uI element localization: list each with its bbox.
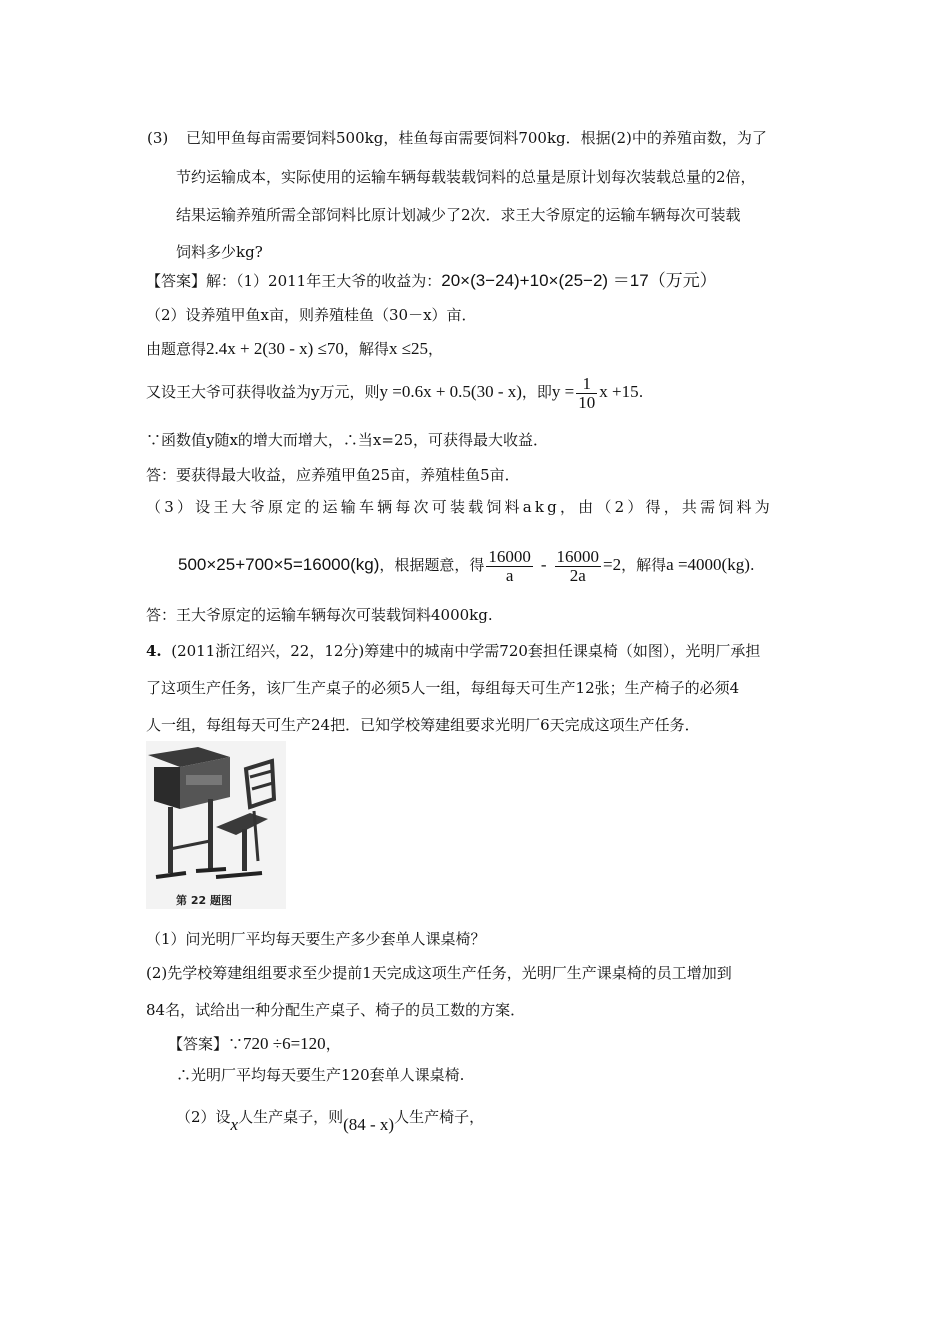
answer3-line8-eq: =2 [603,555,622,574]
fraction-denominator: 10 [578,392,596,412]
fraction-numerator: 16000 [488,546,531,566]
fraction-denominator: 2a [569,565,586,585]
answer4-line1-expr: 720 ÷6=120 [243,1034,326,1053]
answer3-line4-y: y = [551,382,575,401]
answer4-line3-var: x [230,1115,239,1134]
answer3-line4-tail: x +15 [599,382,639,401]
answer4-line1 [168,1034,341,1054]
question4-sub1: （1）问光明厂平均每天要生产多少套单人课桌椅？ [146,930,486,948]
answer4-line2: ∴光明厂平均每天要生产120套单人课桌椅. [176,1066,465,1084]
question4-line2: 了这项生产任务，该厂生产桌子的必须5人一组，每组每天可生产12张；生产椅子的必须4 [146,679,740,697]
figure-caption: 第 22 题图 [176,894,232,907]
answer3-line3-mid: ，解得 [343,340,389,358]
answer3-line1-expr: 20×(3−24)+10×(25−2) ＝17（万元） [441,271,717,290]
fraction-numerator: 16000 [556,546,600,566]
question4-number: 4. [146,642,162,660]
answer3-line8-expr: 500×25+700×5=16000(kg) [178,555,380,574]
answer3-line3-expr2: x ≤25 [388,339,429,358]
fraction-denominator: a [505,565,514,585]
answer3-line4-expr: y =0.6x + 0.5(30 - x) [379,382,522,401]
answer4-line3 [176,1102,484,1140]
answer3-line2: （2）设养殖甲鱼x亩，则养殖桂鱼（30－x）亩． [146,306,477,324]
fraction-numerator: 1 [576,375,597,394]
answer3-line8-fraction2 [555,548,602,585]
answer3-line8-fraction1 [486,548,533,585]
answer4-line3-mid: 人生产桌子，则 [238,1108,344,1126]
answer3-line8 [178,543,755,587]
answer3-line3-expr: 2.4x + 2(30 - x) ≤70 [206,339,344,358]
answer3-line9: 答：王大爷原定的运输车辆每次可装载饲料4000kg. [146,606,493,624]
answer3-line1-text: 【答案】解：（1）2011年王大爷的收益为： [146,272,442,290]
answer3-line4-text: 又设王大爷可获得收益为y万元，则 [146,383,380,401]
answer3-line8-minus: - [540,555,547,574]
answer3-line3-end: ， [428,340,444,358]
answer3-line6: 答：要获得最大收益，应养殖甲鱼25亩，养殖桂鱼5亩． [146,466,520,484]
question4-sub2-line2: 84名，试给出一种分配生产桌子、椅子的员工数的方案． [146,1001,526,1019]
answer4-line3-text: （2）设 [176,1108,231,1126]
part3-line3: 结果运输养殖所需全部饲料比原计划减少了2次．求王大爷原定的运输车辆每次可装载 [176,206,741,224]
answer3-line4-mid: ，即 [521,383,552,401]
answer3-line8-expr2: a =4000(kg) [666,555,750,574]
answer3-line5: ∵函数值y随x的增大而增大，∴当x=25，可获得最大收益． [146,431,549,449]
answer4-line3-expr: (84 - x) [343,1115,395,1134]
answer3-line1 [146,271,717,291]
answer3-line8-end: . [749,556,755,574]
answer4-line1-text: 【答案】∵ [168,1035,244,1053]
answer4-line1-end: ， [325,1035,341,1053]
answer4-line3-end: 人生产椅子， [394,1108,485,1126]
part3-label: (3) [147,129,169,147]
answer3-line3 [146,339,443,359]
part3-line4: 饲料多少kg? [176,243,263,261]
answer3-line8-text: ，根据题意，得 [379,556,485,574]
desk-chair-illustration [146,741,286,909]
answer3-line4-fraction [576,375,597,412]
part3-line2: 节约运输成本，实际使用的运输车辆每载装载饲料的总量是原计划每次装载总量的2倍， [176,168,756,186]
question4-line1-text: (2011浙江绍兴，22，12分)筹建中的城南中学需720套担任课桌椅（如图），光明厂承担 [171,642,761,660]
desk-chair-figure [146,741,286,909]
answer3-line4 [146,372,643,412]
question4-line1 [146,641,760,661]
answer3-line8-text2: ，解得 [621,556,667,574]
answer3-line4-end: . [638,383,644,401]
question4-line3: 人一组，每组每天可生产24把．已知学校筹建组要求光明厂6天完成这项生产任务． [146,716,700,734]
answer3-line3-text: 由题意得 [146,340,207,358]
question4-sub2-line1: (2)先学校筹建组组要求至少提前1天完成这项生产任务，光明厂生产课桌椅的员工增加到 [146,964,732,982]
answer3-line7: （3）设王大爷原定的运输车辆每次可装载饲料akg，由（2）得，共需饲料为 [146,498,773,516]
part3-line1: 已知甲鱼每亩需要饲料500kg，桂鱼每亩需要饲料700kg．根据(2)中的养殖亩数，为了 [186,129,767,147]
